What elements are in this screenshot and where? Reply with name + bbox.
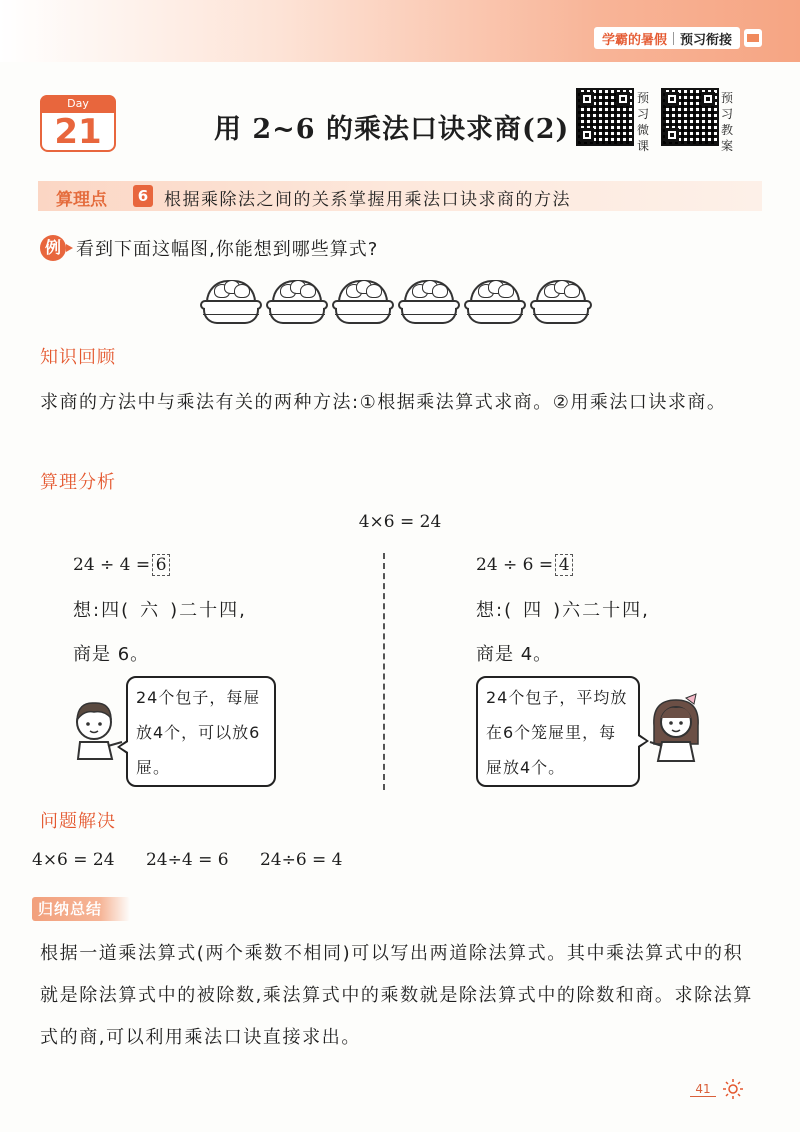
equation-text: 24 ÷ 4 = [73, 555, 151, 575]
series-brand: 学霸的暑假 [601, 32, 667, 48]
think-fill: 四 [523, 600, 544, 621]
sun-icon [722, 1078, 744, 1100]
section-heading-review: 知识回顾 [40, 347, 116, 368]
division-equation [73, 554, 247, 578]
speech-bubble-girl: 24个包子，平均放在6个笼屉里，每屉放4个。 [476, 676, 640, 787]
speech-bubble-boy: 24个包子，每屉放4个，可以放6屉。 [126, 676, 276, 787]
summary-tag: 归纳总结 [32, 897, 130, 921]
page-title: 用 2~6 的乘法口诀求商(2) [214, 114, 570, 145]
series-subtitle: 预习衔接 [679, 32, 732, 48]
steamer-basket-icon [200, 270, 262, 330]
girl-icon [646, 690, 706, 762]
steamer-basket-icon [464, 270, 526, 330]
multiplication-equation: 4×6 = 24 [358, 512, 442, 532]
book-icon [744, 29, 762, 47]
think-line [73, 596, 247, 622]
think-fill: 六 [140, 600, 161, 621]
steamer-basket-icon [398, 270, 460, 330]
example-prompt: 看到下面这幅图,你能想到哪些算式? [76, 239, 379, 260]
solution-equation: 24÷6 = 4 [259, 850, 343, 870]
steamer-basket-icon [530, 270, 592, 330]
think-line [476, 596, 650, 622]
steamer-illustration [200, 270, 600, 332]
section-heading-solve: 问题解决 [40, 811, 116, 832]
series-label [594, 27, 740, 49]
quotient-line: 商是 4。 [476, 644, 553, 665]
analysis-left-column [73, 554, 247, 666]
page-number: 41 [690, 1082, 716, 1097]
steamer-basket-icon [266, 270, 328, 330]
steamer-basket-icon [332, 270, 394, 330]
solution-equations [32, 850, 369, 870]
think-suffix: )二十四, [170, 600, 247, 621]
review-text: 求商的方法中与乘法有关的两种方法:①根据乘法算式求商。②用乘法口诀求商。 [40, 392, 727, 413]
qr-code-icon[interactable] [576, 88, 634, 146]
think-prefix: 想:四( [73, 600, 131, 621]
key-point-text: 根据乘除法之间的关系掌握用乘法口诀求商的方法 [164, 190, 571, 210]
key-point-label: 算理点 [56, 190, 107, 210]
division-equation [476, 554, 650, 578]
qr-caption-micro-lesson: 预习微课 [637, 91, 650, 153]
solution-equation: 24÷4 = 6 [145, 850, 229, 870]
dashed-divider [383, 553, 385, 790]
analysis-right-column [476, 554, 650, 666]
section-heading-analysis: 算理分析 [40, 472, 116, 493]
quotient-line: 商是 6。 [73, 644, 150, 665]
think-suffix: )六二十四, [553, 600, 650, 621]
key-point-bar [38, 181, 762, 211]
day-label: Day [40, 95, 116, 113]
qr-caption-lesson-plan: 预习教案 [721, 91, 734, 153]
summary-text: 根据一道乘法算式(两个乘数不相同)可以写出两道除法算式。其中乘法算式中的积就是除法算式中的被除数,乘法算式中的乘数就是除法算式中的除数和商。求除法算式的商,可以利用乘法口诀直接求出。 [40, 943, 753, 1048]
answer-box: 6 [152, 554, 170, 576]
key-point-number: 6 [133, 185, 153, 207]
example-badge: 例 [40, 235, 66, 261]
equation-text: 24 ÷ 6 = [476, 555, 554, 575]
solution-equation: 4×6 = 24 [32, 850, 115, 870]
day-number: 21 [54, 112, 102, 152]
day-badge [40, 95, 116, 152]
answer-box: 4 [555, 554, 573, 576]
series-divider [673, 32, 674, 45]
qr-code-icon[interactable] [661, 88, 719, 146]
think-prefix: 想:( [476, 600, 514, 621]
